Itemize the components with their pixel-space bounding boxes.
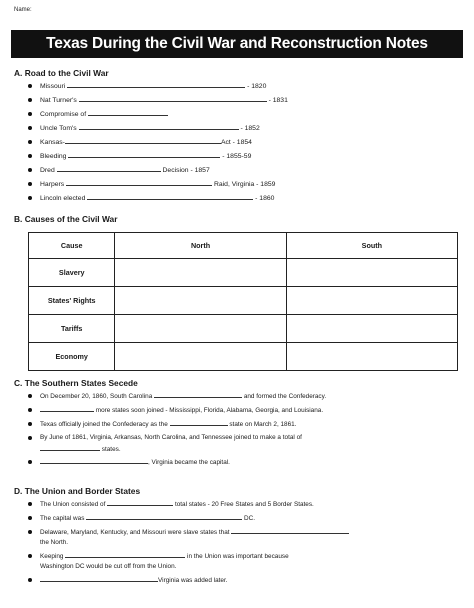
list-item: Uncle Tom's - 1852 [28,121,288,135]
fill-blank[interactable] [154,389,242,398]
list-item: On December 20, 1860, South Carolina and formed the Confederacy. [28,389,326,403]
list-item: Lincoln elected - 1860 [28,191,288,205]
table-cell-north[interactable] [115,287,286,315]
section-b-heading: B. Causes of the Civil War [14,214,118,224]
list-item: more states soon joined - Mississippi, Florida, Alabama, Georgia, and Louisiana. [28,403,326,417]
fill-blank[interactable] [88,107,168,116]
fill-blank[interactable] [65,549,185,558]
section-c-heading: C. The Southern States Secede [14,378,138,388]
list-item: By June of 1861, Virginia, Arkansas, North Carolina, and Tennessee joined to make a total of states. [28,431,326,455]
list-item: Keeping in the Union was important because Washington DC would be cut off from the Union. [28,549,349,573]
fill-blank[interactable] [170,417,228,426]
list-item: Bleeding - 1855-59 [28,149,288,163]
fill-blank[interactable] [57,163,161,172]
fill-blank[interactable] [79,93,267,102]
fill-blank[interactable] [40,573,158,582]
fill-blank[interactable] [79,121,239,130]
section-a-heading: A. Road to the Civil War [14,68,109,78]
fill-blank[interactable] [68,149,220,158]
table-cell-south[interactable] [286,259,457,287]
list-item: Harpers Raid, Virginia - 1859 [28,177,288,191]
table-cell-north[interactable] [115,315,286,343]
list-item: Virginia was added later. [28,573,349,587]
table-row [29,287,458,315]
table-row [29,315,458,343]
list-item: Dred Decision - 1857 [28,163,288,177]
fill-blank[interactable] [40,455,148,464]
table-cell-north[interactable] [115,343,286,371]
section-d-list [28,497,349,587]
list-item: Delaware, Maryland, Kentucky, and Missouri were slave states that the North. [28,525,349,549]
section-a-list [28,79,288,205]
table-row [29,259,458,287]
column-header: South [286,233,457,259]
row-label: Slavery [29,259,115,287]
page-title: Texas During the Civil War and Reconstruction Notes [11,30,463,58]
causes-table [28,232,458,371]
fill-blank[interactable] [66,177,212,186]
list-item: Texas officially joined the Confederacy as the state on March 2, 1861. [28,417,326,431]
fill-blank[interactable] [40,442,100,451]
table-cell-north[interactable] [115,259,286,287]
fill-blank[interactable] [87,191,253,200]
fill-blank[interactable] [86,511,242,520]
fill-blank[interactable] [67,79,245,88]
table-row [29,343,458,371]
column-header: North [115,233,286,259]
list-item: Missouri - 1820 [28,79,288,93]
list-item: The capital was DC. [28,511,349,525]
list-item: Kansas- Act - 1854 [28,135,288,149]
column-header: Cause [29,233,115,259]
fill-blank[interactable] [107,497,173,506]
list-item: The Union consisted of total states - 20 Free States and 5 Border States. [28,497,349,511]
fill-blank[interactable] [65,135,221,144]
table-cell-south[interactable] [286,287,457,315]
row-label: Economy [29,343,115,371]
section-d-heading: D. The Union and Border States [14,486,141,496]
table-cell-south[interactable] [286,343,457,371]
fill-blank[interactable] [231,525,349,534]
list-item: Nat Turner's - 1831 [28,93,288,107]
fill-blank[interactable] [40,403,94,412]
section-c-list [28,389,326,469]
row-label: States' Rights [29,287,115,315]
name-label: Name: [14,7,32,13]
row-label: Tariffs [29,315,115,343]
list-item: , Virginia became the capital. [28,455,326,469]
list-item: Compromise of [28,107,288,121]
table-header-row [29,233,458,259]
table-cell-south[interactable] [286,315,457,343]
